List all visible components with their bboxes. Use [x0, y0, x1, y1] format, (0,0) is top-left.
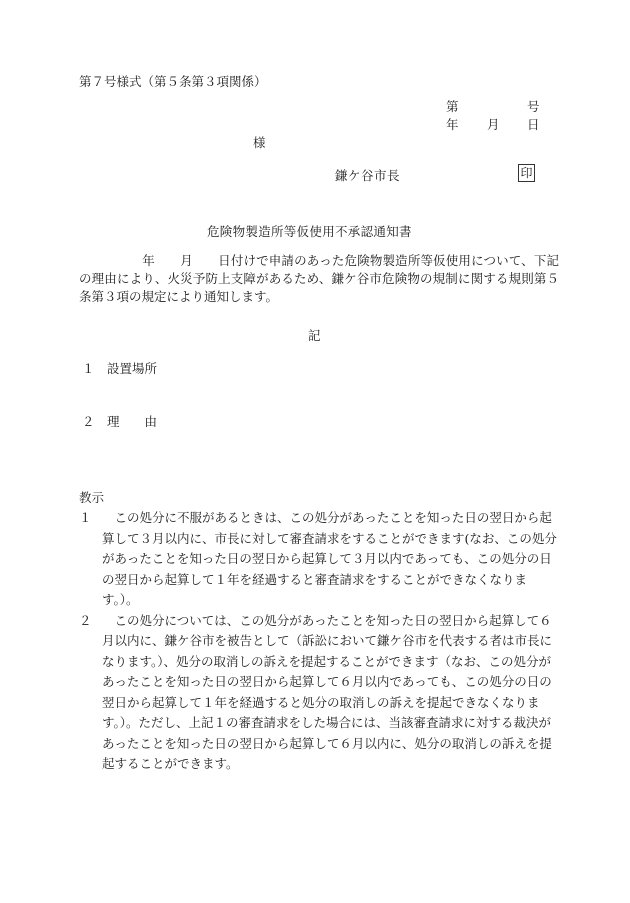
instruction-note	[79, 508, 559, 611]
form-number: 第７号様式（第５条第３項関係）	[79, 74, 267, 89]
instruction-note	[79, 611, 559, 775]
date-month-label: 月	[487, 117, 500, 132]
note-text: この処分については、この処分があったことを知った日の翌日から起算して６月以内に、鎌ケ谷市を被告として（訴訟において鎌ケ谷市を代表する者は市長になります。）、処分の取消しの訴えを提起することができます（なお、この処分があったことを知った日の翌日から起算して６月以内であっても、この処分の日の翌日から起算して１年を経過すると処分の取消しの訴えを提起できなくなります。）。ただし、上記１の審査請求をした場合には、当該審査請求に対する裁決があったことを知った日の翌日から起算して６月以内に、処分の取消しの訴えを提起することができます。	[102, 612, 553, 771]
document-number-label: 第	[446, 99, 459, 114]
instructions-list	[79, 508, 559, 775]
document-title: 危険物製造所等仮使用不承認通知書	[207, 224, 412, 239]
addressee-suffix: 様	[253, 135, 266, 150]
note-number: １	[79, 510, 92, 525]
instructions-heading: 教示	[79, 490, 105, 505]
issuer-name: 鎌ケ谷市長	[335, 168, 401, 183]
notice-body: 年 月 日付けで申請のあった危険物製造所等仮使用について、下記の理由により、火災予防上支障があるため、鎌ケ谷市危険物の規制に関する規則第５条第３項の規定により通知します。	[79, 253, 559, 304]
seal-stamp: 印	[518, 164, 535, 182]
note-number: ２	[79, 612, 92, 628]
ki-heading: 記	[308, 328, 321, 343]
date-year-label: 年	[446, 117, 459, 132]
item-installation-location: １ 設置場所	[82, 361, 158, 376]
document-number-suffix: 号	[527, 99, 540, 114]
item-reason: ２ 理 由	[82, 414, 158, 429]
date-day-label: 日	[527, 117, 540, 132]
note-text: この処分に不服があるときは、この処分があったことを知った日の翌日から起算して３月以内に、市長に対して審査請求をすることができます(なお、この処分があったことを知った日の翌日から起算して３月以内であっても、この処分の日の翌日から起算して１年を経過すると審査請求をすることができなくなります。）。	[102, 510, 557, 607]
